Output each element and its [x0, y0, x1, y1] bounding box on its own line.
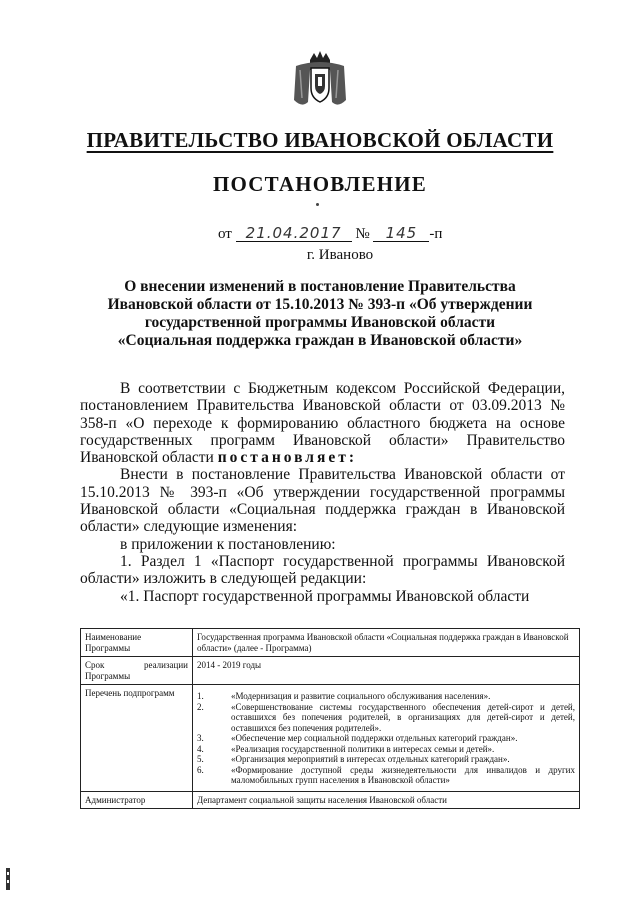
table-label: Срок реализации Программы — [81, 657, 193, 685]
decree-title: ПОСТАНОВЛЕНИЕ — [212, 172, 428, 196]
body-paragraph-5: «1. Паспорт государственной программы Ивановской области — [120, 587, 530, 605]
table-label: Наименование Программы — [81, 629, 193, 657]
date-prefix: от — [218, 226, 232, 242]
city: г. Иваново — [306, 247, 374, 263]
number-suffix: -п — [429, 226, 443, 242]
body-paragraph-1: В соответствии с Бюджетным кодексом Российской Федерации, постановлением Правительства Ивановской области от 03.09.2013 № 358-п «О переходе к формированию областного бюджета на основе государственных программ Ивановской области» Правительство Ивановской области постановляет: — [80, 380, 565, 467]
number-prefix: № — [355, 226, 370, 242]
subprogram-list — [193, 685, 580, 792]
table-value: Департамент социальной защиты населения Ивановской области — [193, 791, 580, 809]
list-item: 3. «Обеспечение мер социальной поддержки отдельных категорий граждан». — [197, 733, 518, 743]
decree-number: 145 — [373, 226, 429, 242]
dot-mark — [316, 203, 319, 206]
resolves-word: постановляет: — [217, 449, 358, 467]
table-label: Перечень подпрограмм — [81, 685, 193, 792]
body-paragraph-3: в приложении к постановлению: — [120, 535, 336, 553]
passport-table — [80, 628, 580, 809]
list-item: 4. «Реализация государственной политики в интересах семьи и детей». — [197, 743, 495, 754]
decree-subject: О внесении изменений в постановление Правительства Ивановской области от 15.10.2013 № 393-п «Об утверждении государственной программы Ивановской области «Социальная поддержка граждан в Ивановской области» — [107, 278, 533, 349]
table-row — [81, 657, 580, 685]
table-label: Администратор — [81, 791, 193, 809]
coat-of-arms-icon — [290, 50, 350, 110]
decree-date: 21.04.2017 — [236, 226, 352, 242]
table-row — [81, 629, 580, 657]
table-row — [81, 685, 580, 792]
table-row — [81, 791, 580, 809]
list-item: 2. «Совершенствование системы государственного обеспечения детей-сирот и детей, оставшихся без попечения родителей, в организациях для детей-сирот и детей, оставшихся без попечения родителей». — [197, 701, 575, 733]
body-paragraph-2: Внести в постановление Правительства Ивановской области от 15.10.2013 № 393-п «Об утверждении государственной программы Ивановской области «Социальная поддержка граждан в Ивановской области» следующие изменения: — [80, 466, 565, 536]
decree-body — [80, 380, 565, 605]
table-value: 2014 - 2019 годы — [193, 657, 580, 685]
body-paragraph-4: 1. Раздел 1 «Паспорт государственной программы Ивановской области» изложить в следующей редакции: — [80, 552, 565, 588]
government-title: ПРАВИТЕЛЬСТВО ИВАНОВСКОЙ ОБЛАСТИ — [86, 128, 554, 152]
table-value: Государственная программа Ивановской области «Социальная поддержка граждан в Ивановской области» (далее - Программа) — [193, 629, 580, 657]
margin-mark-icon — [5, 868, 11, 890]
date-number-line — [218, 226, 442, 243]
list-item: 5. «Организация мероприятий в интересах отдельных категорий граждан». — [197, 754, 510, 764]
list-item: 6. «Формирование доступной среды жизнедеятельности для инвалидов и других маломобильных групп населения в Ивановской области» — [197, 764, 575, 785]
list-item: 1. «Модернизация и развитие социального обслуживания населения». — [197, 691, 491, 701]
